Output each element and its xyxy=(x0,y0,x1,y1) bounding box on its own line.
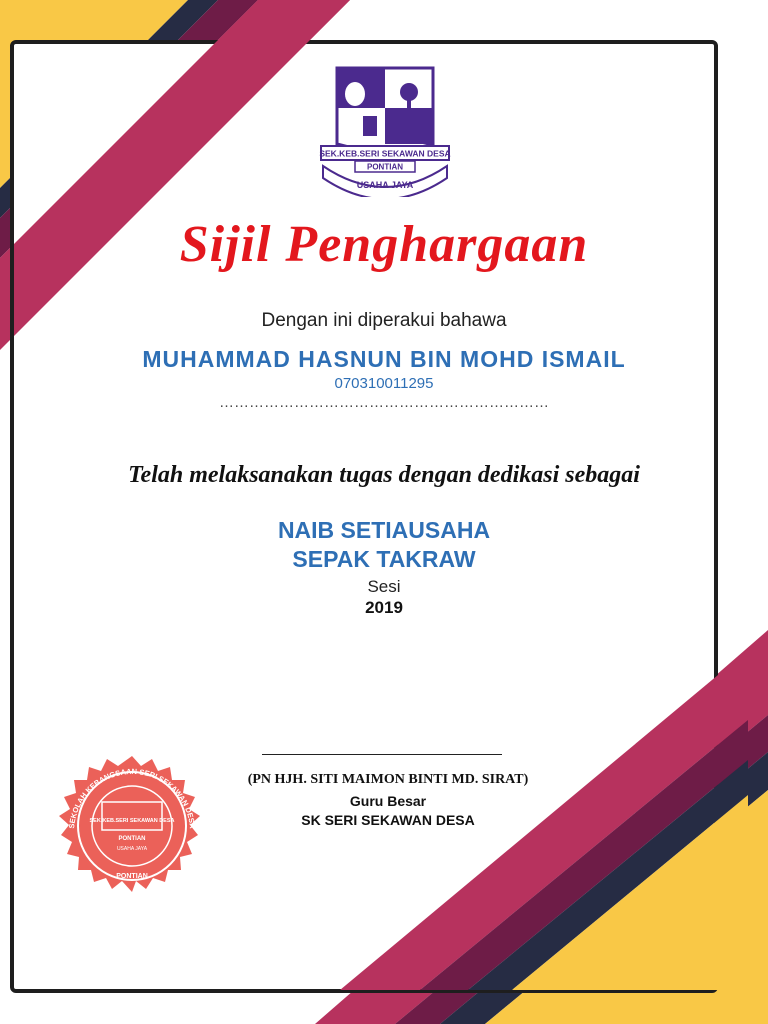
session-label: Sesi xyxy=(367,577,401,596)
signer-school: SK SERI SEKAWAN DESA xyxy=(301,812,475,828)
logo-motto: USAHA JAYA xyxy=(356,180,414,190)
recipient-name: MUHAMMAD HASNUN BIN MOHD ISMAIL xyxy=(142,346,626,372)
dedication-statement: Telah melaksanakan tugas dengan dedikasi sebagai xyxy=(128,462,640,488)
seal-center-text: SEK.KEB.SERI SEKAWAN DESA xyxy=(89,818,175,824)
stripe-overlay-top xyxy=(14,0,350,336)
role-title: NAIB SETIAUSAHA xyxy=(277,517,491,543)
session-year: 2019 xyxy=(365,598,403,617)
role-activity: SEPAK TAKRAW xyxy=(292,546,476,572)
seal-district: PONTIAN xyxy=(118,836,146,842)
signer-name: (PN HJH. SITI MAIMON BINTI MD. SIRAT) xyxy=(247,772,529,787)
pineapple-icon xyxy=(345,82,365,106)
certificate-title: Sijil Penghargaan xyxy=(179,216,589,273)
official-seal-stamp xyxy=(44,754,220,910)
dotted-line: ………………………………………………………… xyxy=(219,394,549,411)
intro-text: Dengan ini diperakui bahawa xyxy=(261,310,507,331)
seal-ring-text: SEKOLAH KEBANGSAAN SERI SEKAWAN DESA xyxy=(67,766,197,829)
recipient-ic-number: 070310011295 xyxy=(334,375,434,392)
logo-district: PONTIAN xyxy=(367,162,403,172)
signer-position: Guru Besar xyxy=(349,793,427,809)
signature-line xyxy=(262,754,502,755)
school-logo xyxy=(315,62,455,197)
seal-bottom-district: PONTIAN xyxy=(116,873,148,880)
seal-motto: USAHA JAYA xyxy=(116,846,148,852)
logo-school-name: SEK.KEB.SERI SEKAWAN DESA xyxy=(319,148,451,159)
book-icon xyxy=(363,116,377,136)
